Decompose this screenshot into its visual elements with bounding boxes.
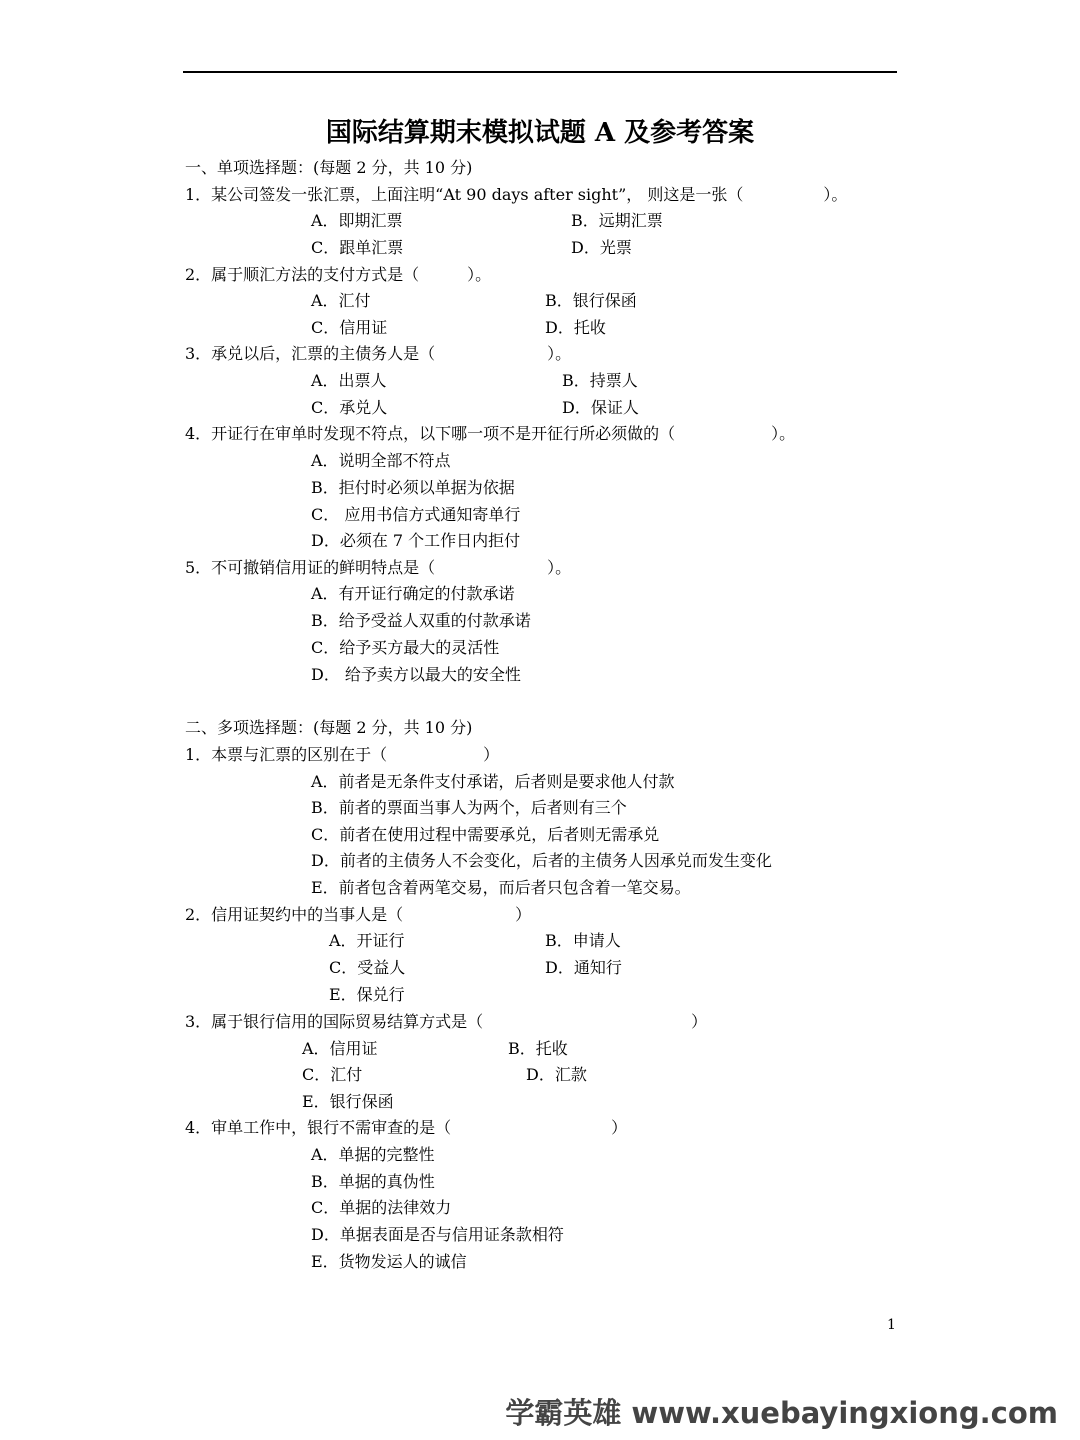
s1-q1-option-b: B．远期汇票	[571, 211, 663, 230]
site-watermark: 学霸英雄 www.xuebayingxiong.com	[505, 1396, 1058, 1430]
s1-q4-stem: 4．开证行在审单时发现不符点，以下哪一项不是开征行所必须做的（ ）。	[185, 424, 796, 443]
header-rule	[183, 71, 897, 73]
page-number: 1	[887, 1317, 896, 1333]
s1-q3-option-a: A．出票人	[311, 371, 387, 390]
s2-q2-option-b: B．申请人	[545, 931, 621, 950]
page-title: 国际结算期末模拟试题 A 及参考答案	[325, 118, 755, 148]
s2-q1-option-b: B．前者的票面当事人为两个，后者则有三个	[311, 798, 627, 817]
s1-q2-stem: 2．属于顺汇方法的支付方式是（ ）。	[185, 265, 492, 284]
s2-q1-option-c: C．前者在使用过程中需要承兑，后者则无需承兑	[311, 825, 660, 844]
s2-q1-option-a: A．前者是无条件支付承诺，后者则是要求他人付款	[311, 772, 675, 791]
s1-q1-option-d: D．光票	[571, 238, 632, 257]
s1-q5-option-c: C．给予买方最大的灵活性	[311, 638, 500, 657]
s1-q2-option-c: C．信用证	[311, 318, 388, 337]
s2-q4-option-c: C．单据的法律效力	[311, 1198, 452, 1217]
s1-q5-option-a: A．有开证行确定的付款承诺	[311, 584, 515, 603]
section-1-heading: 一、单项选择题：(每题 2 分，共 10 分)	[185, 158, 473, 177]
s2-q2-option-c: C．受益人	[329, 958, 406, 977]
s1-q3-option-c: C．承兑人	[311, 398, 388, 417]
s2-q3-stem: 3．属于银行信用的国际贸易结算方式是（ ）	[185, 1012, 708, 1031]
s2-q4-option-b: B．单据的真伪性	[311, 1172, 435, 1191]
s2-q4-option-d: D．单据表面是否与信用证条款相符	[311, 1225, 564, 1244]
s2-q2-option-a: A．开证行	[329, 931, 405, 950]
s2-q3-option-e: E．银行保函	[302, 1092, 394, 1111]
s2-q1-stem: 1．本票与汇票的区别在于（ ）	[185, 745, 500, 764]
s1-q3-stem: 3．承兑以后，汇票的主债务人是（ ）。	[185, 344, 572, 363]
s1-q5-option-b: B．给予受益人双重的付款承诺	[311, 611, 531, 630]
s1-q4-option-c: C． 应用书信方式通知寄单行	[311, 505, 521, 524]
s2-q1-option-d: D．前者的主债务人不会变化，后者的主债务人因承兑而发生变化	[311, 851, 772, 870]
s1-q3-option-b: B．持票人	[562, 371, 638, 390]
s2-q1-option-e: E．前者包含着两笔交易，而后者只包含着一笔交易。	[311, 878, 691, 897]
s2-q3-option-b: B．托收	[508, 1039, 568, 1058]
s1-q4-option-b: B．拒付时必须以单据为依据	[311, 478, 515, 497]
s2-q3-option-c: C．汇付	[302, 1065, 363, 1084]
s1-q1-option-c: C．跟单汇票	[311, 238, 404, 257]
s2-q4-stem: 4．审单工作中，银行不需审查的是（ ）	[185, 1118, 628, 1137]
s2-q3-option-a: A．信用证	[302, 1039, 378, 1058]
s1-q5-stem: 5．不可撤销信用证的鲜明特点是（ ）。	[185, 558, 572, 577]
s1-q1-option-a: A．即期汇票	[311, 211, 403, 230]
s1-q2-option-d: D．托收	[545, 318, 606, 337]
section-2-heading: 二、多项选择题：(每题 2 分，共 10 分)	[185, 718, 473, 737]
s1-q5-option-d: D． 给予卖方以最大的安全性	[311, 665, 521, 684]
s1-q2-option-b: B．银行保函	[545, 291, 637, 310]
s2-q3-option-d: D．汇款	[526, 1065, 587, 1084]
s2-q2-stem: 2．信用证契约中的当事人是（ ）	[185, 905, 532, 924]
s1-q1-stem: 1．某公司签发一张汇票，上面注明“At 90 days after sight”， 则这是一张（ ）。	[185, 185, 848, 204]
s1-q4-option-d: D．必须在 7 个工作日内拒付	[311, 531, 521, 550]
s1-q3-option-d: D．保证人	[562, 398, 639, 417]
s1-q2-option-a: A．汇付	[311, 291, 371, 310]
s2-q2-option-d: D．通知行	[545, 958, 622, 977]
s2-q4-option-e: E．货物发运人的诚信	[311, 1252, 467, 1271]
s1-q4-option-a: A．说明全部不符点	[311, 451, 451, 470]
s2-q4-option-a: A．单据的完整性	[311, 1145, 435, 1164]
s2-q2-option-e: E．保兑行	[329, 985, 405, 1004]
